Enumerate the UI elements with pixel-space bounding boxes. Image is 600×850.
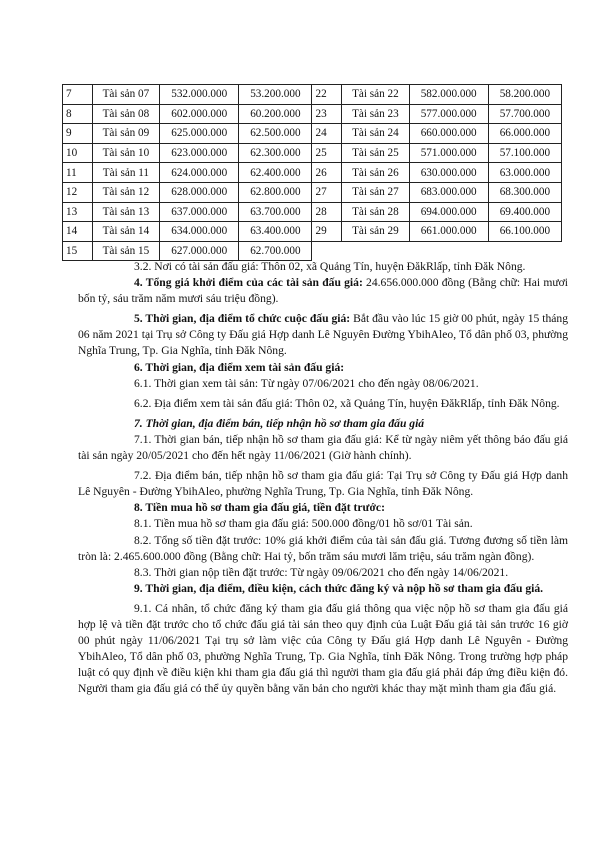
asset-deposit: 62.300.000 [239,143,312,163]
asset-deposit: 62.800.000 [239,182,312,202]
asset-name: Tài sản 15 [92,241,159,261]
asset-deposit: 63.000.000 [488,163,561,183]
table-row [63,104,562,124]
asset-name: Tài sản 07 [92,85,159,105]
asset-deposit: 62.400.000 [239,163,312,183]
asset-number: 14 [63,222,93,242]
section-heading: 4. Tổng giá khởi điểm của các tài sản đấu giá: [134,276,367,290]
asset-number: 12 [63,182,93,202]
paragraph-text: 7.1. Thời gian bán, tiếp nhận hồ sơ tham gia đấu giá: Kể từ ngày niêm yết thông báo đấu giá tài sản ngày 20/05/2021 cho đến hết ngày 11/06/2021 (Giờ hành chính). [78,432,568,463]
asset-name: Tài sản 12 [92,182,159,202]
asset-starting-price: 625.000.000 [160,124,239,144]
paragraph [78,432,568,464]
table-row [63,143,562,163]
asset-deposit: 53.200.000 [239,85,312,105]
table-row [63,241,562,261]
paragraph-text: 7.2. Địa điểm bán, tiếp nhận hồ sơ tham gia đấu giá: Tại Trụ sở Công ty Đấu giá Hợp danh Lê Nguyên - Đường YbihAleo, phường Nghĩa Trung, Tp. Gia Nghĩa, tỉnh Đăk Nông. [78,469,568,499]
paragraph-text: 8.2. Tổng số tiền đặt trước: 10% giá khởi điểm của tài sản đấu giá. Tương đương số tiền làm tròn là: 2.465.600.000 đồng (Bằng chữ: Hai tỷ, bốn trăm sáu mươi lăm triệu, sáu trăm ngàn đồng). [78,533,568,563]
asset-starting-price: 634.000.000 [160,222,239,242]
paragraph-text: 3.2. Nơi có tài sản đấu giá: Thôn 02, xã Quảng Tín, huyện ĐăkRlấp, tỉnh Đăk Nông. [134,260,526,273]
asset-number: 15 [63,241,93,261]
asset-starting-price: 532.000.000 [160,85,239,105]
empty-cell [409,241,488,261]
table-row [63,163,562,183]
paragraph-text: 9.1. Cá nhân, tổ chức đăng ký tham gia đấu giá thông qua việc nộp hồ sơ tham gia đấu giá hợp lệ và tiền đặt trước cho tổ chức đấu giá tài sản theo quy định của Luật Đấu giá tài sản trước 16 giờ 00 phút ngày 11/06/2021 Tại trụ sở làm việc của Công ty Đấu giá Hợp danh Lê Nguyên - Đường YbihAleo, Tổ dân phố 03, phường Nghĩa Trung, Tp. Gia Nghĩa, tỉnh Đăk Nông. Trong trường hợp pháp luật có quy định về điều kiện khi tham gia đấu giá thì người tham gia đấu giá phải đáp ứng điều kiện đó. Người tham gia đấu giá có thể ủy quyền bằng văn bản cho người khác thay mặt mình tham gia đấu giá. [78,601,568,696]
asset-number: 11 [63,163,93,183]
paragraph [78,601,568,698]
paragraph [78,376,568,392]
asset-number: 22 [312,85,342,105]
asset-name: Tài sản 10 [92,143,159,163]
table-row [63,85,562,105]
asset-deposit: 62.500.000 [239,124,312,144]
asset-number: 24 [312,124,342,144]
asset-deposit: 57.100.000 [488,143,561,163]
paragraph [78,533,568,565]
paragraph [78,311,568,359]
asset-number: 13 [63,202,93,222]
asset-name: Tài sản 11 [92,163,159,183]
asset-number: 7 [63,85,93,105]
asset-number: 26 [312,163,342,183]
asset-starting-price: 630.000.000 [409,163,488,183]
empty-cell [312,241,342,261]
asset-deposit: 66.100.000 [488,222,561,242]
paragraph [78,360,568,376]
asset-name: Tài sản 26 [342,163,409,183]
asset-starting-price: 694.000.000 [409,202,488,222]
asset-name: Tài sản 29 [342,222,409,242]
asset-name: Tài sản 22 [342,85,409,105]
asset-number: 10 [63,143,93,163]
table-row [63,202,562,222]
asset-deposit: 66.000.000 [488,124,561,144]
asset-starting-price: 623.000.000 [160,143,239,163]
asset-name: Tài sản 14 [92,222,159,242]
asset-starting-price: 683.000.000 [409,182,488,202]
table-row [63,222,562,242]
paragraph-text: 8.1. Tiền mua hồ sơ tham gia đấu giá: 500.000 đồng/01 hồ sơ/01 Tài sản. [134,517,473,531]
asset-number: 27 [312,182,342,202]
paragraph [78,259,568,275]
asset-name: Tài sản 27 [342,182,409,202]
asset-deposit: 63.400.000 [239,222,312,242]
asset-starting-price: 602.000.000 [160,104,239,124]
paragraph-text: 6.1. Thời gian xem tài sản: Từ ngày 07/06/2021 cho đến ngày 08/06/2021. [134,376,479,390]
asset-deposit: 68.300.000 [488,182,561,202]
paragraph [78,500,568,516]
section-heading: 5. Thời gian, địa điểm tổ chức cuộc đấu giá: [134,312,354,326]
paragraph [78,396,568,412]
paragraph-text: 24.656.000.000 đồng (Bằng chữ: Hai mươi bốn tỷ, sáu trăm năm mươi sáu triệu đồng). [78,276,568,306]
document-body [78,259,568,697]
paragraph [78,416,568,432]
asset-deposit: 63.700.000 [239,202,312,222]
asset-name: Tài sản 23 [342,104,409,124]
asset-starting-price: 624.000.000 [160,163,239,183]
paragraph-text: Bắt đầu vào lúc 15 giờ 00 phút, ngày 15 tháng 06 năm 2021 tại Trụ sở Công ty Đấu giá Hợp danh Lê Nguyên Đường YbihAleo, Tổ dân phố 03, phường Nghĩa Trung, Tp. Gia Nghĩa, tỉnh Đăk Nông. [78,312,568,358]
asset-number: 29 [312,222,342,242]
asset-number: 8 [63,104,93,124]
paragraph [78,581,568,597]
paragraph [78,516,568,532]
paragraph [78,565,568,581]
asset-number: 9 [63,124,93,144]
paragraph [78,468,568,500]
asset-name: Tài sản 28 [342,202,409,222]
asset-name: Tài sản 24 [342,124,409,144]
empty-cell [488,241,561,261]
asset-name: Tài sản 13 [92,202,159,222]
section-heading: 6. Thời gian, địa điểm xem tài sản đấu giá: [134,360,345,374]
paragraph-text: 6.2. Địa điểm xem tài sản đấu giá: Thôn 02, xã Quảng Tín, huyện ĐăkRlấp, tỉnh Đăk Nông. [134,396,560,410]
asset-number: 23 [312,104,342,124]
empty-cell [342,241,409,261]
table-row [63,124,562,144]
paragraph [78,275,568,307]
asset-deposit: 69.400.000 [488,202,561,222]
asset-table [62,84,562,261]
asset-deposit: 60.200.000 [239,104,312,124]
section-heading: 7. Thời gian, địa điểm bán, tiếp nhận hồ sơ tham gia đấu giá [134,416,425,430]
table-row [63,182,562,202]
asset-starting-price: 571.000.000 [409,143,488,163]
asset-number: 25 [312,143,342,163]
asset-starting-price: 582.000.000 [409,85,488,105]
paragraph-text: 8.3. Thời gian nộp tiền đặt trước: Từ ngày 09/06/2021 cho đến ngày 14/06/2021. [134,565,509,579]
asset-starting-price: 627.000.000 [160,241,239,261]
asset-name: Tài sản 08 [92,104,159,124]
section-heading: 9. Thời gian, địa điểm, điều kiện, cách thức đăng ký và nộp hồ sơ tham gia đấu giá. [134,581,544,595]
asset-starting-price: 637.000.000 [160,202,239,222]
asset-deposit: 57.700.000 [488,104,561,124]
asset-deposit: 58.200.000 [488,85,561,105]
asset-starting-price: 628.000.000 [160,182,239,202]
asset-starting-price: 661.000.000 [409,222,488,242]
asset-starting-price: 577.000.000 [409,104,488,124]
section-heading: 8. Tiền mua hồ sơ tham gia đấu giá, tiền đặt trước: [134,501,385,515]
asset-starting-price: 660.000.000 [409,124,488,144]
asset-deposit: 62.700.000 [239,241,312,261]
asset-number: 28 [312,202,342,222]
asset-name: Tài sản 25 [342,143,409,163]
asset-name: Tài sản 09 [92,124,159,144]
